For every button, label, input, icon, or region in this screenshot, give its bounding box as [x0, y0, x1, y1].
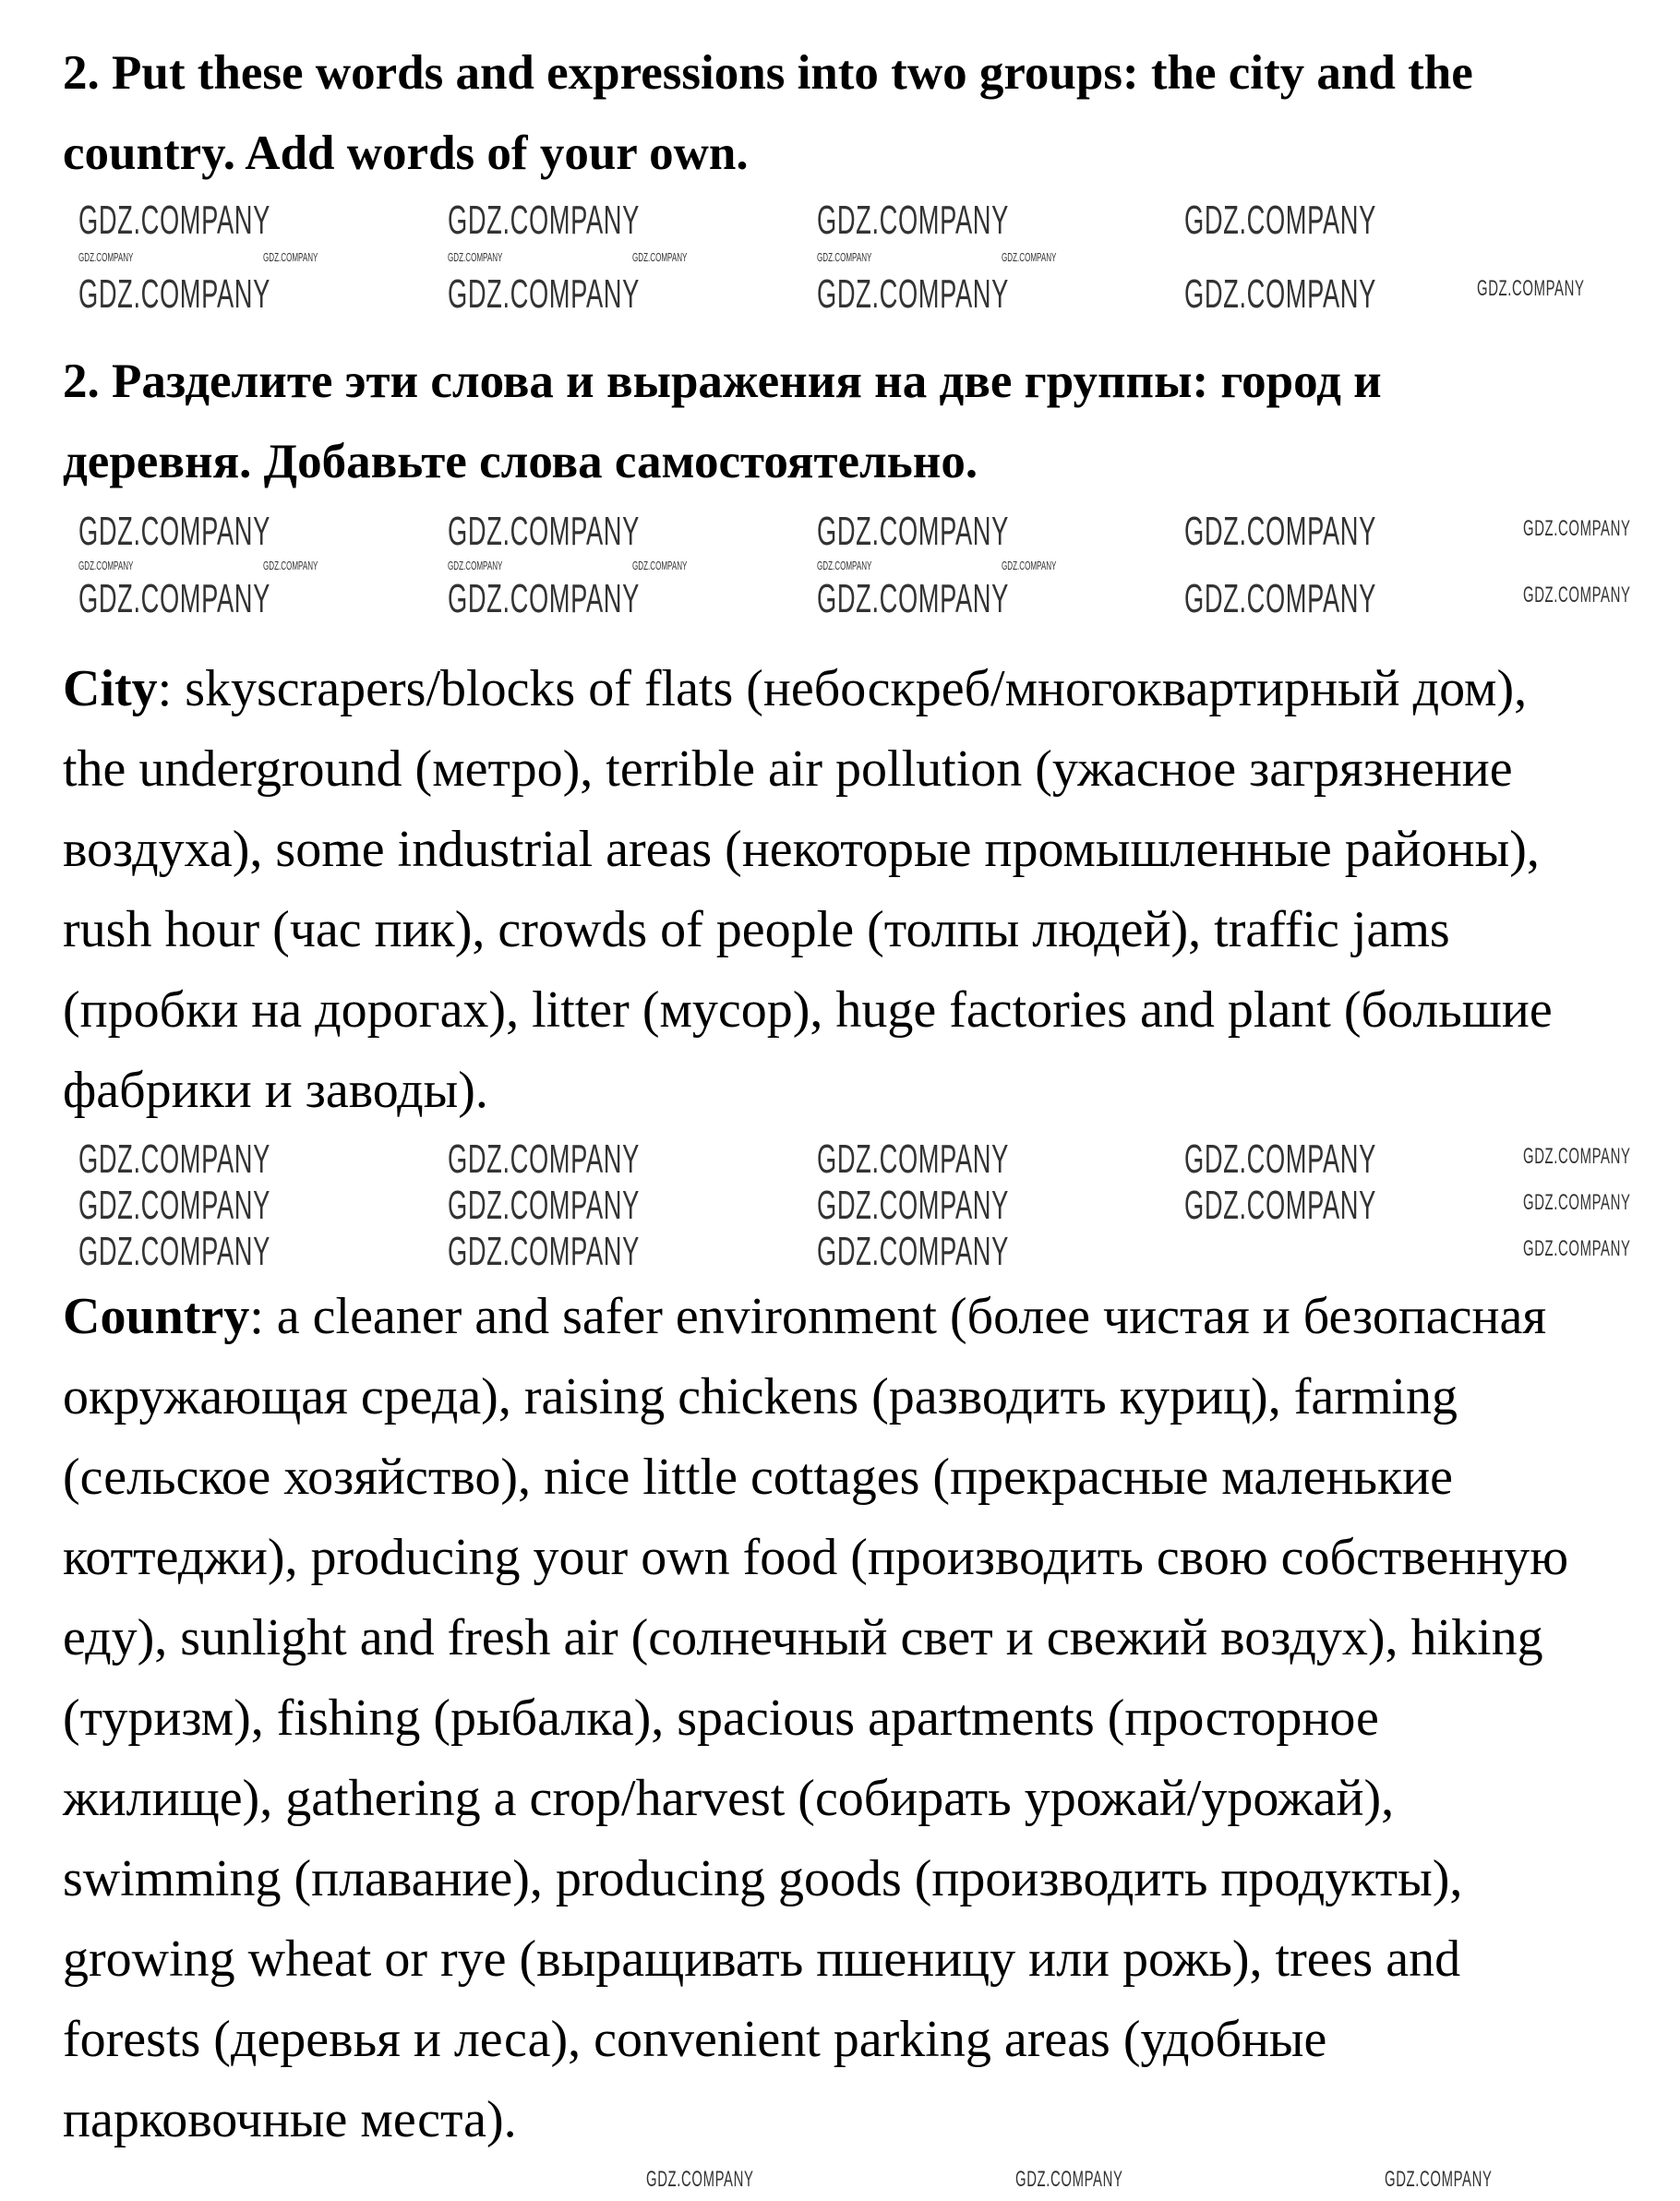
country-line	[63, 1277, 1650, 1357]
country-line: еду), sunlight and fresh air (солнечный свет и свежий воздух), hiking	[63, 1609, 1543, 1666]
watermark: GDZ.COMPANY	[817, 509, 1009, 554]
watermark: GDZ.COMPANY	[448, 509, 640, 554]
city-line-text: : skyscrapers/blocks of flats (небоскреб/многоквартирный дом),	[157, 660, 1528, 717]
watermark: GDZ.COMPANY	[817, 1183, 1009, 1228]
watermark: GDZ.COMPANY	[448, 1183, 640, 1228]
watermark: GDZ.COMPANY	[1184, 271, 1376, 317]
watermark: GDZ.COMPANY	[817, 271, 1009, 317]
watermark: GDZ.COMPANY	[1523, 1190, 1631, 1215]
watermark: GDZ.COMPANY	[817, 1137, 1009, 1182]
watermark: GDZ.COMPANY	[78, 271, 270, 317]
country-line: жилище), gathering a crop/harvest (собирать урожай/урожай),	[63, 1770, 1395, 1827]
watermark: GDZ.COMPANY	[448, 250, 503, 264]
watermark: GDZ.COMPANY	[78, 1137, 270, 1182]
watermark: GDZ.COMPANY	[646, 2167, 754, 2192]
watermark: GDZ.COMPANY	[817, 559, 872, 572]
country-paragraph	[63, 1277, 1650, 2160]
watermark: GDZ.COMPANY	[448, 576, 640, 621]
watermark: GDZ.COMPANY	[448, 271, 640, 317]
watermark: GDZ.COMPANY	[1523, 1144, 1631, 1169]
watermark: GDZ.COMPANY	[1477, 276, 1585, 301]
task-line: country. Add words of your own.	[63, 126, 749, 180]
watermark: GDZ.COMPANY	[632, 250, 688, 264]
country-line-text: : a cleaner and safer environment (более чистая и безопасная	[249, 1288, 1547, 1345]
watermark: GDZ.COMPANY	[263, 250, 318, 264]
task-line: 2. Разделите эти слова и выражения на две группы: город и	[63, 355, 1382, 408]
country-line: forests (деревья и леса), convenient parking areas (удобные	[63, 2011, 1327, 2068]
watermark: GDZ.COMPANY	[78, 1183, 270, 1228]
city-line: (пробки на дорогах), litter (мусор), huge factories and plant (большие	[63, 981, 1553, 1039]
watermark: GDZ.COMPANY	[78, 250, 134, 264]
watermark: GDZ.COMPANY	[448, 198, 640, 243]
watermark: GDZ.COMPANY	[448, 1229, 640, 1274]
watermark: GDZ.COMPANY	[78, 509, 270, 554]
watermark: GDZ.COMPANY	[78, 1229, 270, 1274]
country-line: swimming (плавание), producing goods (производить продукты),	[63, 1850, 1463, 1907]
watermark: GDZ.COMPANY	[1385, 2167, 1493, 2192]
watermark: GDZ.COMPANY	[1523, 1236, 1631, 1261]
watermark: GDZ.COMPANY	[817, 1229, 1009, 1274]
watermark: GDZ.COMPANY	[632, 559, 688, 572]
country-line: коттеджи), producing your own food (производить свою собственную	[63, 1529, 1569, 1586]
country-line: (сельское хозяйство), nice little cottages (прекрасные маленькие	[63, 1449, 1454, 1506]
watermark: GDZ.COMPANY	[448, 1137, 640, 1182]
country-line: (туризм), fishing (рыбалка), spacious apartments (просторное	[63, 1690, 1379, 1747]
city-line	[63, 649, 1650, 729]
watermark: GDZ.COMPANY	[1184, 576, 1376, 621]
city-line: the underground (метро), terrible air pollution (ужасное загрязнение	[63, 740, 1513, 798]
watermark: GDZ.COMPANY	[78, 198, 270, 243]
watermark: GDZ.COMPANY	[1002, 250, 1057, 264]
city-line: воздуха), some industrial areas (некоторые промышленные районы),	[63, 821, 1540, 878]
city-paragraph	[63, 649, 1650, 1131]
city-label: City	[63, 660, 158, 717]
watermark: GDZ.COMPANY	[78, 559, 134, 572]
watermark: GDZ.COMPANY	[817, 198, 1009, 243]
city-line: фабрики и заводы).	[63, 1062, 488, 1119]
task-russian	[63, 342, 1650, 502]
country-label: Country	[63, 1288, 250, 1345]
task-line: деревня. Добавьте слова самостоятельно.	[63, 435, 978, 488]
city-line: rush hour (час пик), crowds of people (толпы людей), traffic jams	[63, 901, 1450, 958]
watermark: GDZ.COMPANY	[1184, 1137, 1376, 1182]
watermark: GDZ.COMPANY	[1184, 509, 1376, 554]
watermark: GDZ.COMPANY	[1523, 583, 1631, 607]
country-line: парковочные места).	[63, 2091, 517, 2148]
watermark: GDZ.COMPANY	[1184, 1183, 1376, 1228]
watermark: GDZ.COMPANY	[1184, 198, 1376, 243]
country-line: growing wheat or rye (выращивать пшеницу или рожь), trees and	[63, 1930, 1461, 1988]
watermark: GDZ.COMPANY	[1523, 516, 1631, 541]
watermark: GDZ.COMPANY	[1002, 559, 1057, 572]
task-english	[63, 33, 1650, 194]
watermark: GDZ.COMPANY	[78, 576, 270, 621]
watermark: GDZ.COMPANY	[817, 250, 872, 264]
watermark: GDZ.COMPANY	[448, 559, 503, 572]
watermark: GDZ.COMPANY	[1015, 2167, 1123, 2192]
watermark: GDZ.COMPANY	[263, 559, 318, 572]
watermark: GDZ.COMPANY	[817, 576, 1009, 621]
country-line: окружающая среда), raising chickens (разводить куриц), farming	[63, 1368, 1458, 1425]
task-line: 2. Put these words and expressions into two groups: the city and the	[63, 46, 1473, 100]
